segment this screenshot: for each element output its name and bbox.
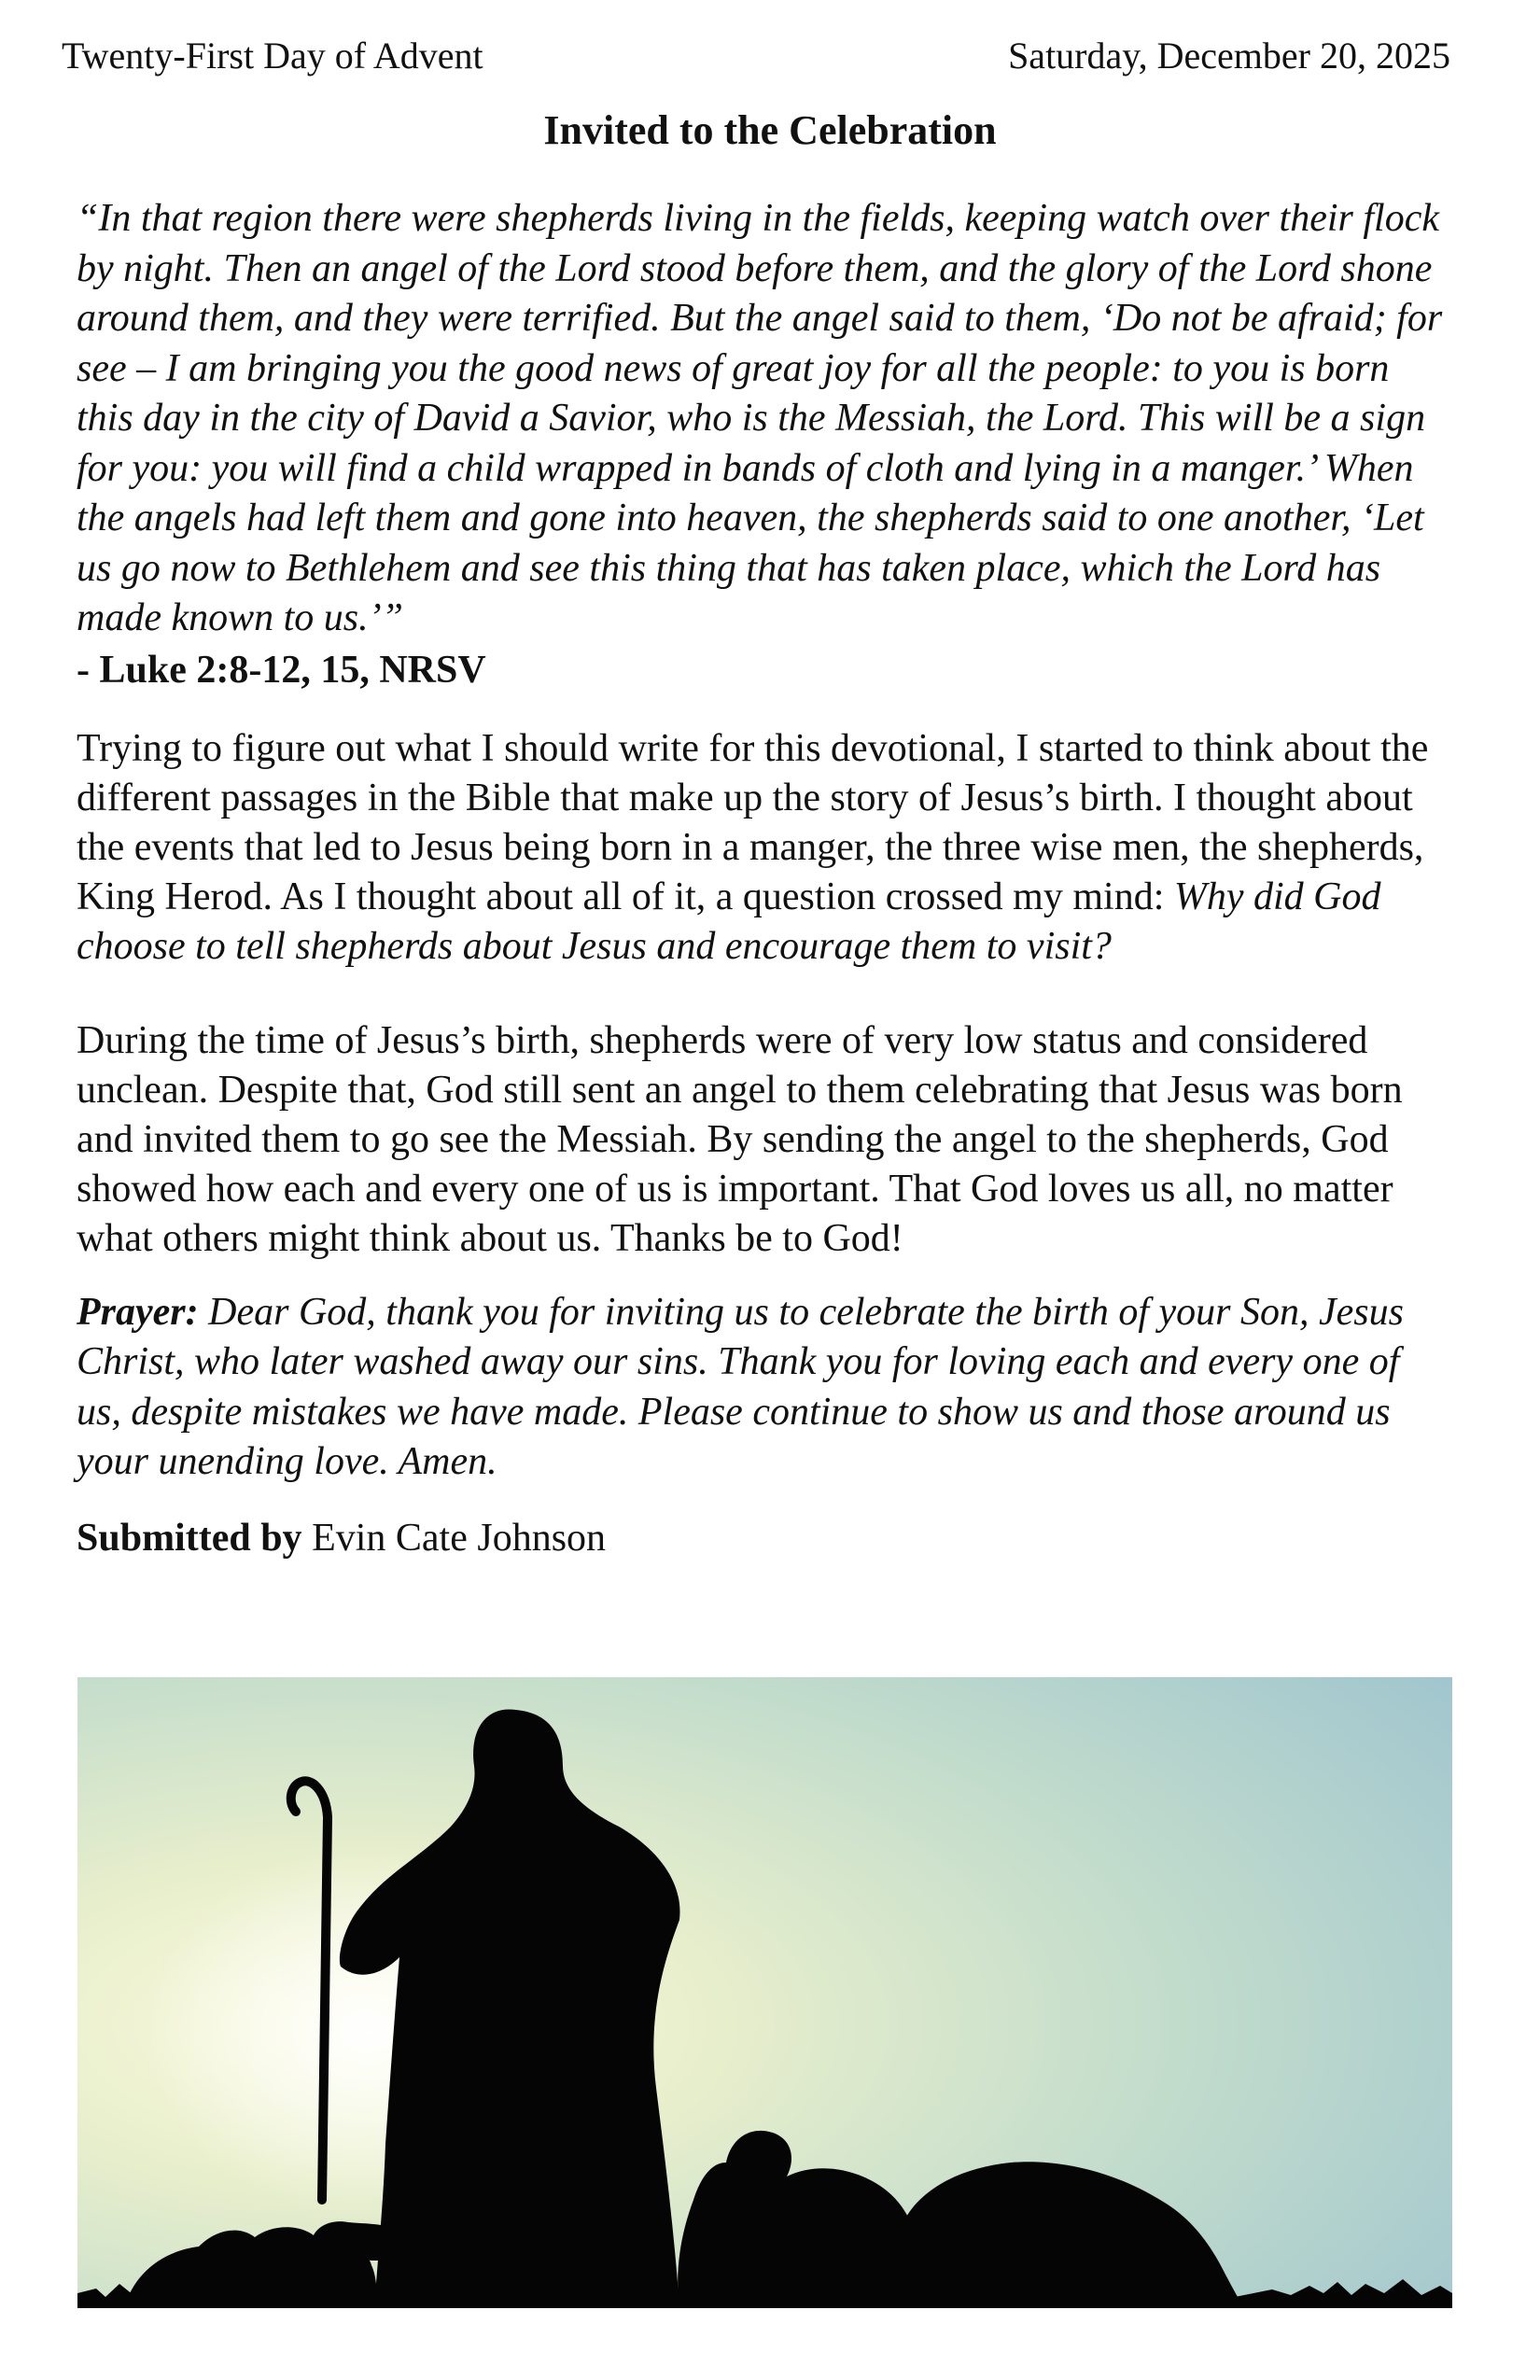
prayer-text: Dear God, thank you for inviting us to celebrate the birth of your Son, Jesus Christ, who later washed away our sins. Thank you for loving each and every one of us, despite mistakes we have made. Please continue to show us and those around us your unending love. Amen. [77, 1290, 1404, 1483]
advent-day-label: Twenty-First Day of Advent [62, 35, 483, 77]
body-paragraph-2: During the time of Jesus’s birth, shepherds were of very low status and considered unclean. Despite that, God still sent an angel to them celebrating that Jesus was born and invited them to go see the Messiah. By sending the angel to the shepherds, God showed how each and every one of us is important. That God loves us all, no matter what others might think about us. Thanks be to God! [77, 1018, 1403, 1260]
shepherd-illustration [77, 1677, 1452, 2308]
scripture-citation: - Luke 2:8-12, 15, NRSV [77, 648, 486, 692]
author-name: Evin Cate Johnson [301, 1516, 607, 1560]
submitted-label: Submitted by [77, 1516, 302, 1560]
body-paragraph-1 [77, 724, 1450, 972]
page-title: Invited to the Celebration [543, 107, 997, 153]
submitted-by [77, 1512, 1450, 1564]
paragraph-1-question: Why did God choose to tell shepherds about Jesus and encourage them to visit? [77, 875, 1381, 968]
scripture-quote: “In that region there were shepherds living in the fields, keeping watch over their flock by night. Then an angel of the Lord stood before them, and the glory of the Lord shone around them, and they were terrified. But the angel said to them, ‘Do not be afraid; for see – I am bringing you the good news of great joy for all the people: to you is born this day in the city of David a Savior, who is the Messiah, the Lord. This will be a sign for you: you will find a child wrapped in bands of cloth and lying in a manger.’ When the angels had left them and gone into heaven, the shepherds said to one another, ‘Let us go now to Bethlehem and see this thing that has taken place, which the Lord has made known to us.’” [77, 197, 1443, 639]
page-header [62, 30, 1450, 82]
devotional-content [77, 194, 1450, 1564]
date-label: Saturday, December 20, 2025 [1008, 35, 1450, 77]
prayer [77, 1288, 1450, 1488]
paragraph-1-text: Trying to figure out what I should write for this devotional, I started to think about the different passages in the Bible that make up the story of Jesus’s birth. I thought about the events that led to Jesus being born in a manger, the three wise men, the shepherds, King Herod. As I thought about all of it, a question crossed my mind: [77, 726, 1429, 918]
prayer-label: Prayer: [77, 1290, 199, 1334]
